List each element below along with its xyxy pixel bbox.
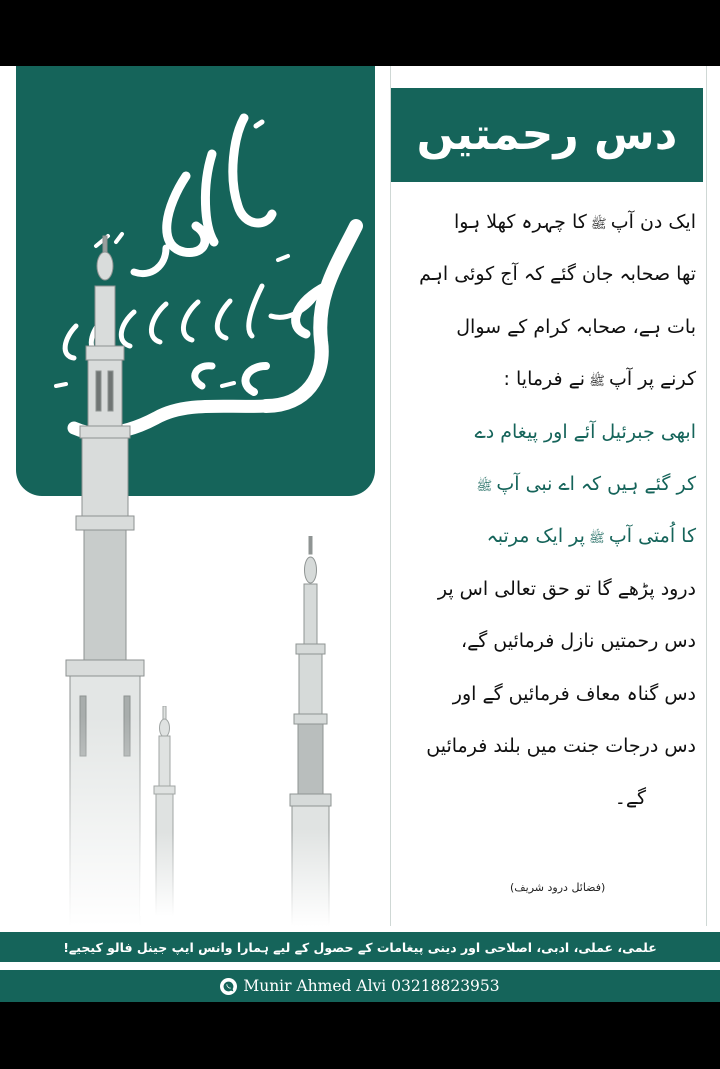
text-line bbox=[398, 510, 696, 562]
divider-left bbox=[390, 66, 391, 926]
hadith-text bbox=[398, 196, 696, 825]
text-line bbox=[398, 615, 696, 667]
source-citation: (فضائل درود شریف) bbox=[510, 881, 606, 894]
line-text: ابھی جبرئیل آئے اور پیغام دے bbox=[474, 420, 696, 443]
follow-text: علمی، عملی، ادبی، اصلاحی اور دینی پیغامات کے حصول کے لیے ہمارا وانس ایپ جینل فالو کیجیے! bbox=[63, 939, 657, 955]
text-line bbox=[398, 406, 696, 458]
line-text: کا اُمتی آپ bbox=[608, 525, 696, 548]
text-line bbox=[398, 720, 696, 772]
text-line bbox=[398, 668, 696, 720]
line-text: کر گئے ہیں کہ اے نبی آپ bbox=[496, 472, 696, 495]
follow-banner bbox=[0, 932, 720, 962]
contact-banner bbox=[0, 970, 720, 1002]
saw-honorific: ﷺ bbox=[585, 374, 610, 390]
poster bbox=[0, 66, 720, 1002]
divider-right bbox=[706, 66, 707, 926]
text-line bbox=[398, 248, 696, 300]
contact-text: Munir Ahmed Alvi 03218823953 bbox=[243, 977, 500, 995]
whatsapp-icon bbox=[220, 978, 237, 995]
text-line bbox=[398, 353, 696, 405]
text-line bbox=[398, 458, 696, 510]
line-text: دس گناہ معاف فرمائیں گے اور bbox=[452, 682, 696, 705]
saw-honorific: ﷺ bbox=[586, 217, 611, 232]
saw-honorific: ﷺ bbox=[476, 478, 497, 494]
line-text: کا چہرہ کھلا ہوا bbox=[453, 211, 587, 233]
saw-honorific: ﷺ bbox=[584, 531, 609, 547]
line-text: گے۔ bbox=[614, 787, 646, 810]
text-line bbox=[398, 772, 696, 824]
minaret-medium-icon bbox=[276, 536, 346, 926]
line-text: کرنے پر آپ bbox=[609, 368, 696, 391]
line-text: بات ہے، صحابہ کرام کے سوال bbox=[456, 315, 696, 338]
page-title: دس رحمتیں bbox=[416, 109, 678, 160]
title-band bbox=[391, 88, 703, 182]
line-text: تھا صحابہ جان گئے کہ آج کوئی اہم bbox=[419, 263, 696, 286]
line-text: ایک دن آپ bbox=[610, 211, 696, 233]
text-line bbox=[398, 301, 696, 353]
line-text: پر ایک مرتبہ bbox=[486, 525, 585, 548]
line-text: دس درجات جنت میں بلند فرمائیں bbox=[426, 734, 696, 757]
line-text: نے فرمایا : bbox=[503, 368, 586, 391]
line-text: دس رحمتیں نازل فرمائیں گے، bbox=[460, 630, 696, 653]
minaret-small-icon bbox=[140, 706, 190, 916]
text-line bbox=[398, 563, 696, 615]
text-line bbox=[398, 196, 696, 248]
line-text: درود پڑھے گا تو حق تعالی اس پر bbox=[437, 577, 696, 600]
